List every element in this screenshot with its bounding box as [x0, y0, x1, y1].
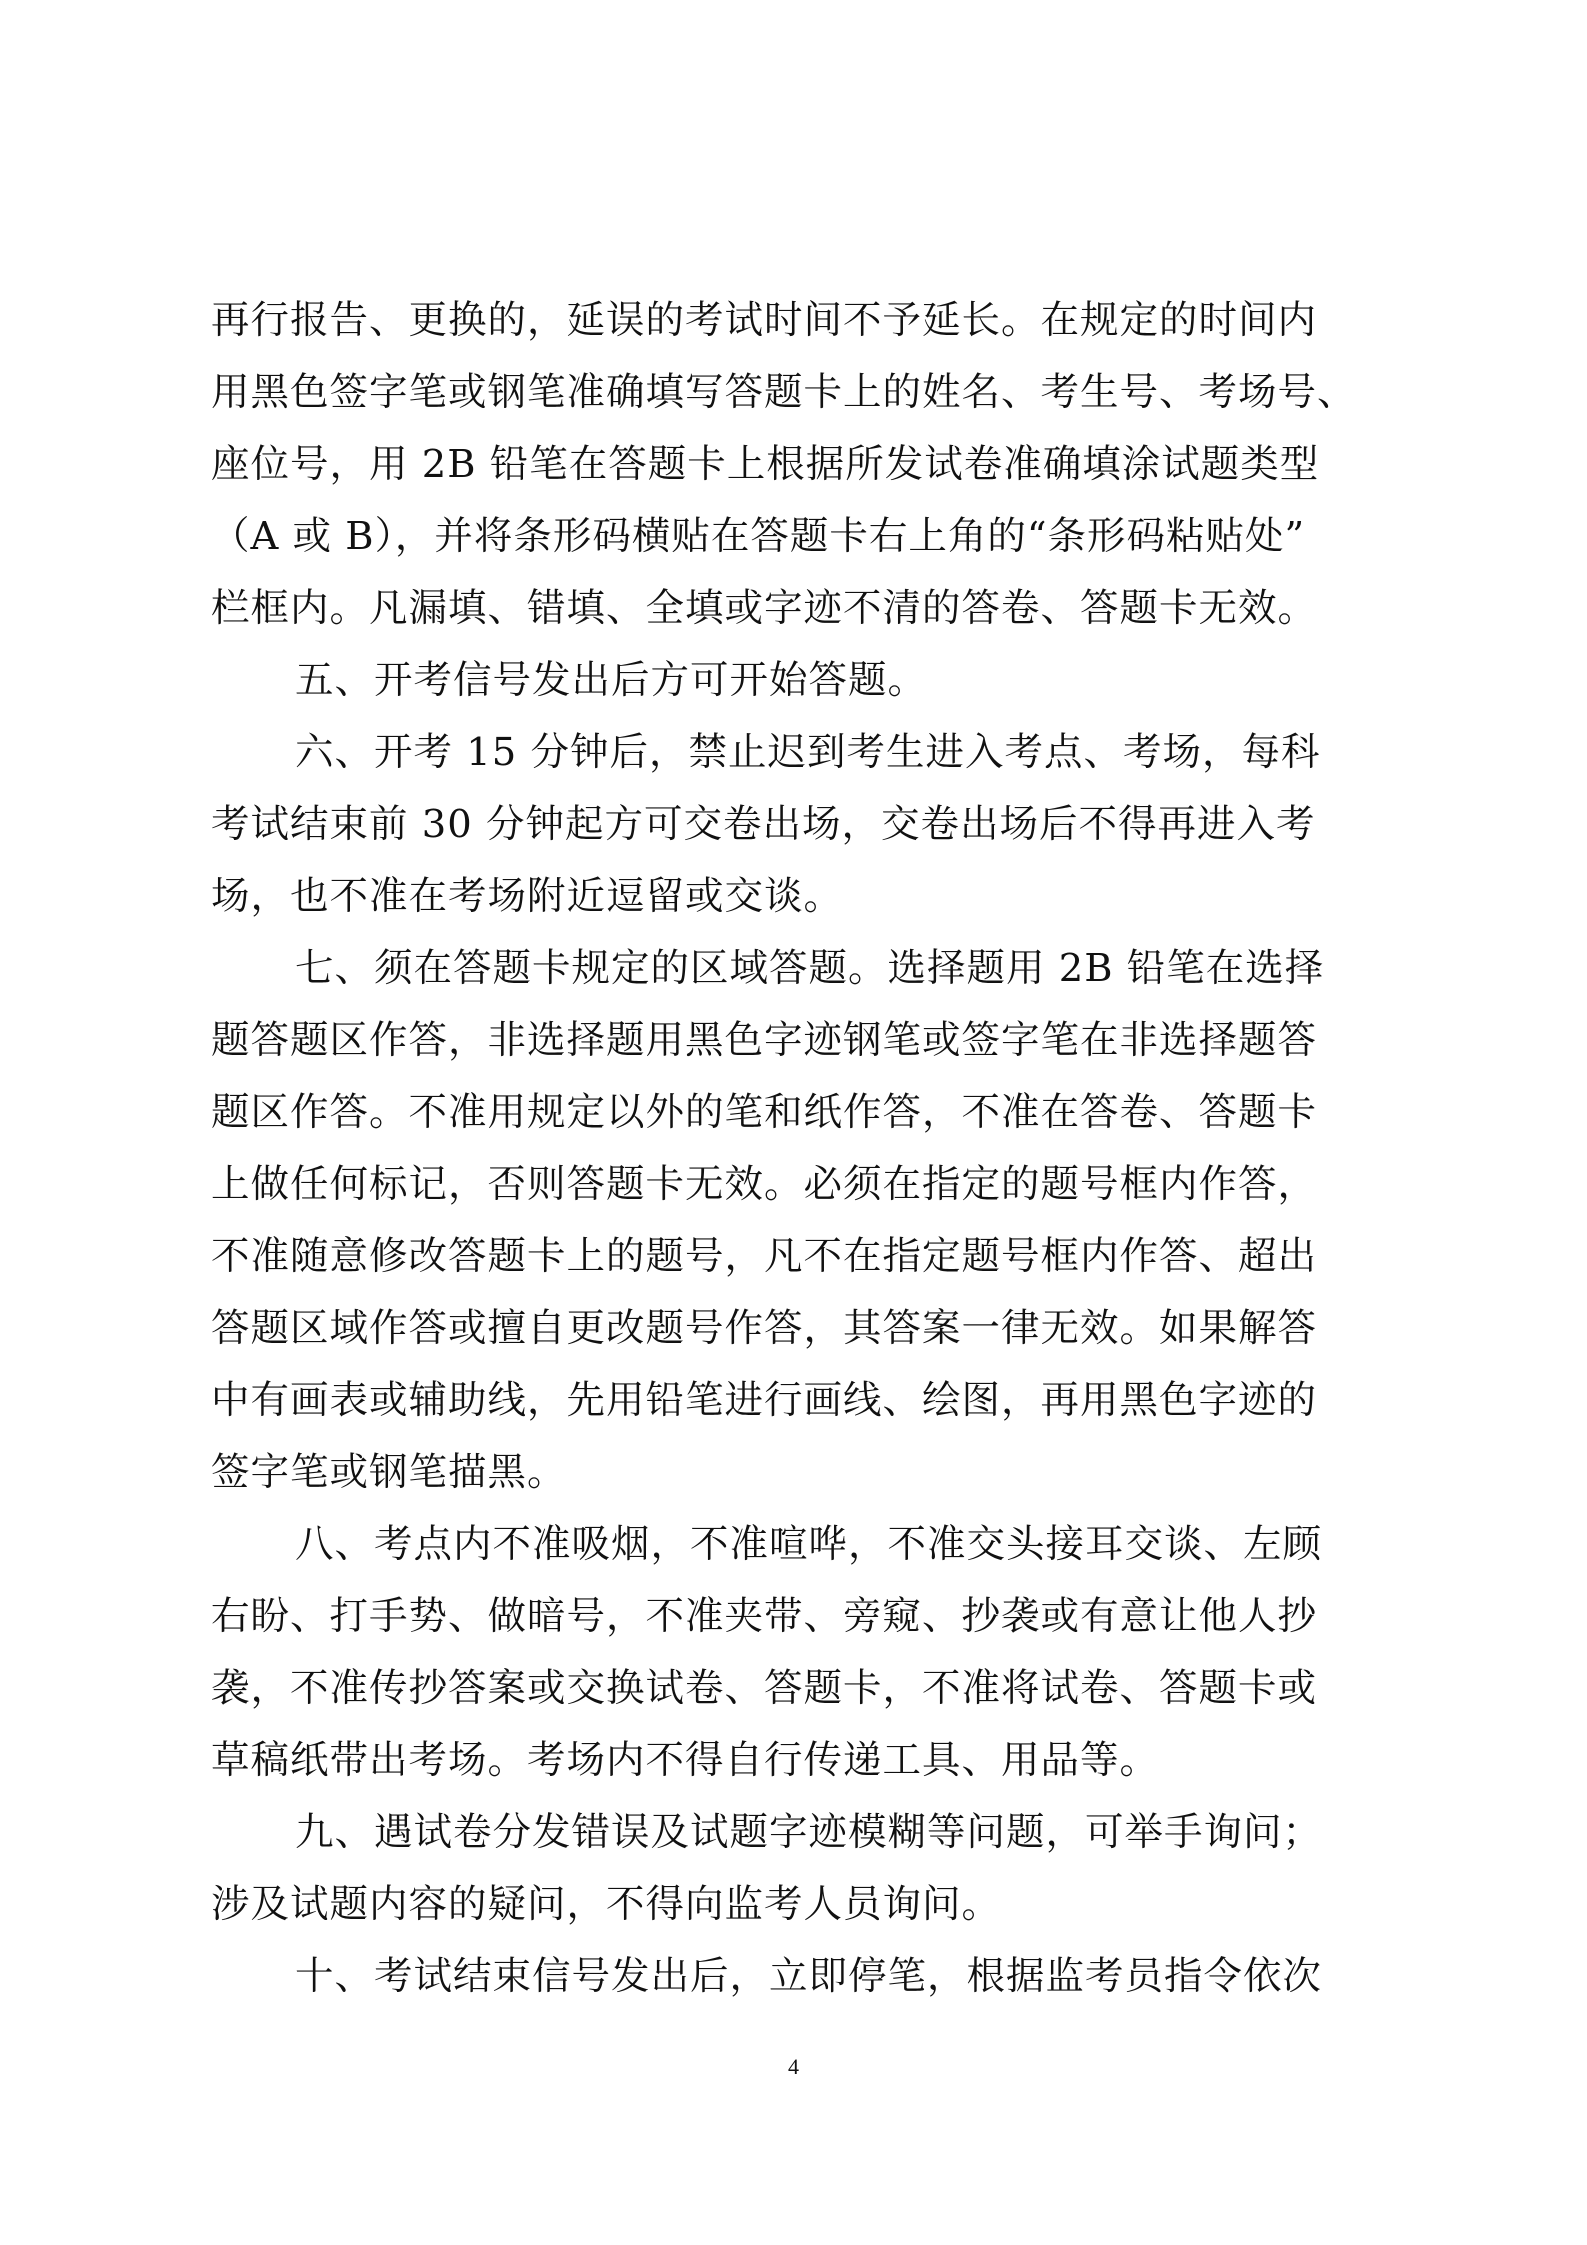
text-line: 草稿纸带出考场。考场内不得自行传递工具、用品等。 [211, 1738, 1160, 1783]
text-line: 用黑色签字笔或钢笔准确填写答题卡上的姓名、考生号、考场号、 [211, 370, 1357, 415]
text-line: 栏框内。凡漏填、错填、全填或字迹不清的答卷、答题卡无效。 [211, 586, 1318, 631]
text-line: 签字笔或钢笔描黑。 [211, 1450, 567, 1495]
text-line: 题区作答。不准用规定以外的笔和纸作答，不准在答卷、答题卡 [211, 1090, 1318, 1135]
text-line: 涉及试题内容的疑问，不得向监考人员询问。 [211, 1882, 1002, 1927]
text-line: 中有画表或辅助线，先用铅笔进行画线、绘图，再用黑色字迹的 [211, 1378, 1318, 1423]
text-line: 再行报告、更换的，延误的考试时间不予延长。在规定的时间内 [211, 298, 1318, 343]
text-line: （A 或 B），并将条形码横贴在答题卡右上角的“条形码粘贴处” [211, 514, 1306, 559]
paragraph-7-start: 七、须在答题卡规定的区域答题。选择题用 2B 铅笔在选择 [295, 946, 1325, 991]
page-number: 4 [788, 2054, 799, 2079]
text-line: 答题区域作答或擅自更改题号作答，其答案一律无效。如果解答 [211, 1306, 1318, 1351]
text-line: 右盼、打手势、做暗号，不准夹带、旁窥、抄袭或有意让他人抄 [211, 1594, 1318, 1639]
paragraph-8-start: 八、考点内不准吸烟，不准喧哗，不准交头接耳交谈、左顾 [295, 1522, 1323, 1567]
text-line: 座位号，用 2B 铅笔在答题卡上根据所发试卷准确填涂试题类型 [211, 442, 1320, 487]
text-line: 题答题区作答，非选择题用黑色字迹钢笔或签字笔在非选择题答 [211, 1018, 1318, 1063]
text-line: 袭，不准传抄答案或交换试卷、答题卡，不准将试卷、答题卡或 [211, 1666, 1318, 1711]
text-line: 上做任何标记，否则答题卡无效。必须在指定的题号框内作答， [211, 1162, 1318, 1207]
paragraph-6-start: 六、开考 15 分钟后，禁止迟到考生进入考点、考场，每科 [295, 730, 1321, 775]
paragraph-5-start: 五、开考信号发出后方可开始答题。 [295, 658, 928, 703]
text-line: 考试结束前 30 分钟起方可交卷出场，交卷出场后不得再进入考 [211, 802, 1316, 847]
paragraph-10-start: 十、考试结束信号发出后，立即停笔，根据监考员指令依次 [295, 1954, 1323, 1999]
text-line: 不准随意修改答题卡上的题号，凡不在指定题号框内作答、超出 [211, 1234, 1318, 1279]
paragraph-9-start: 九、遇试卷分发错误及试题字迹模糊等问题，可举手询问； [295, 1810, 1323, 1855]
text-line: 场，也不准在考场附近逗留或交谈。 [211, 874, 844, 919]
